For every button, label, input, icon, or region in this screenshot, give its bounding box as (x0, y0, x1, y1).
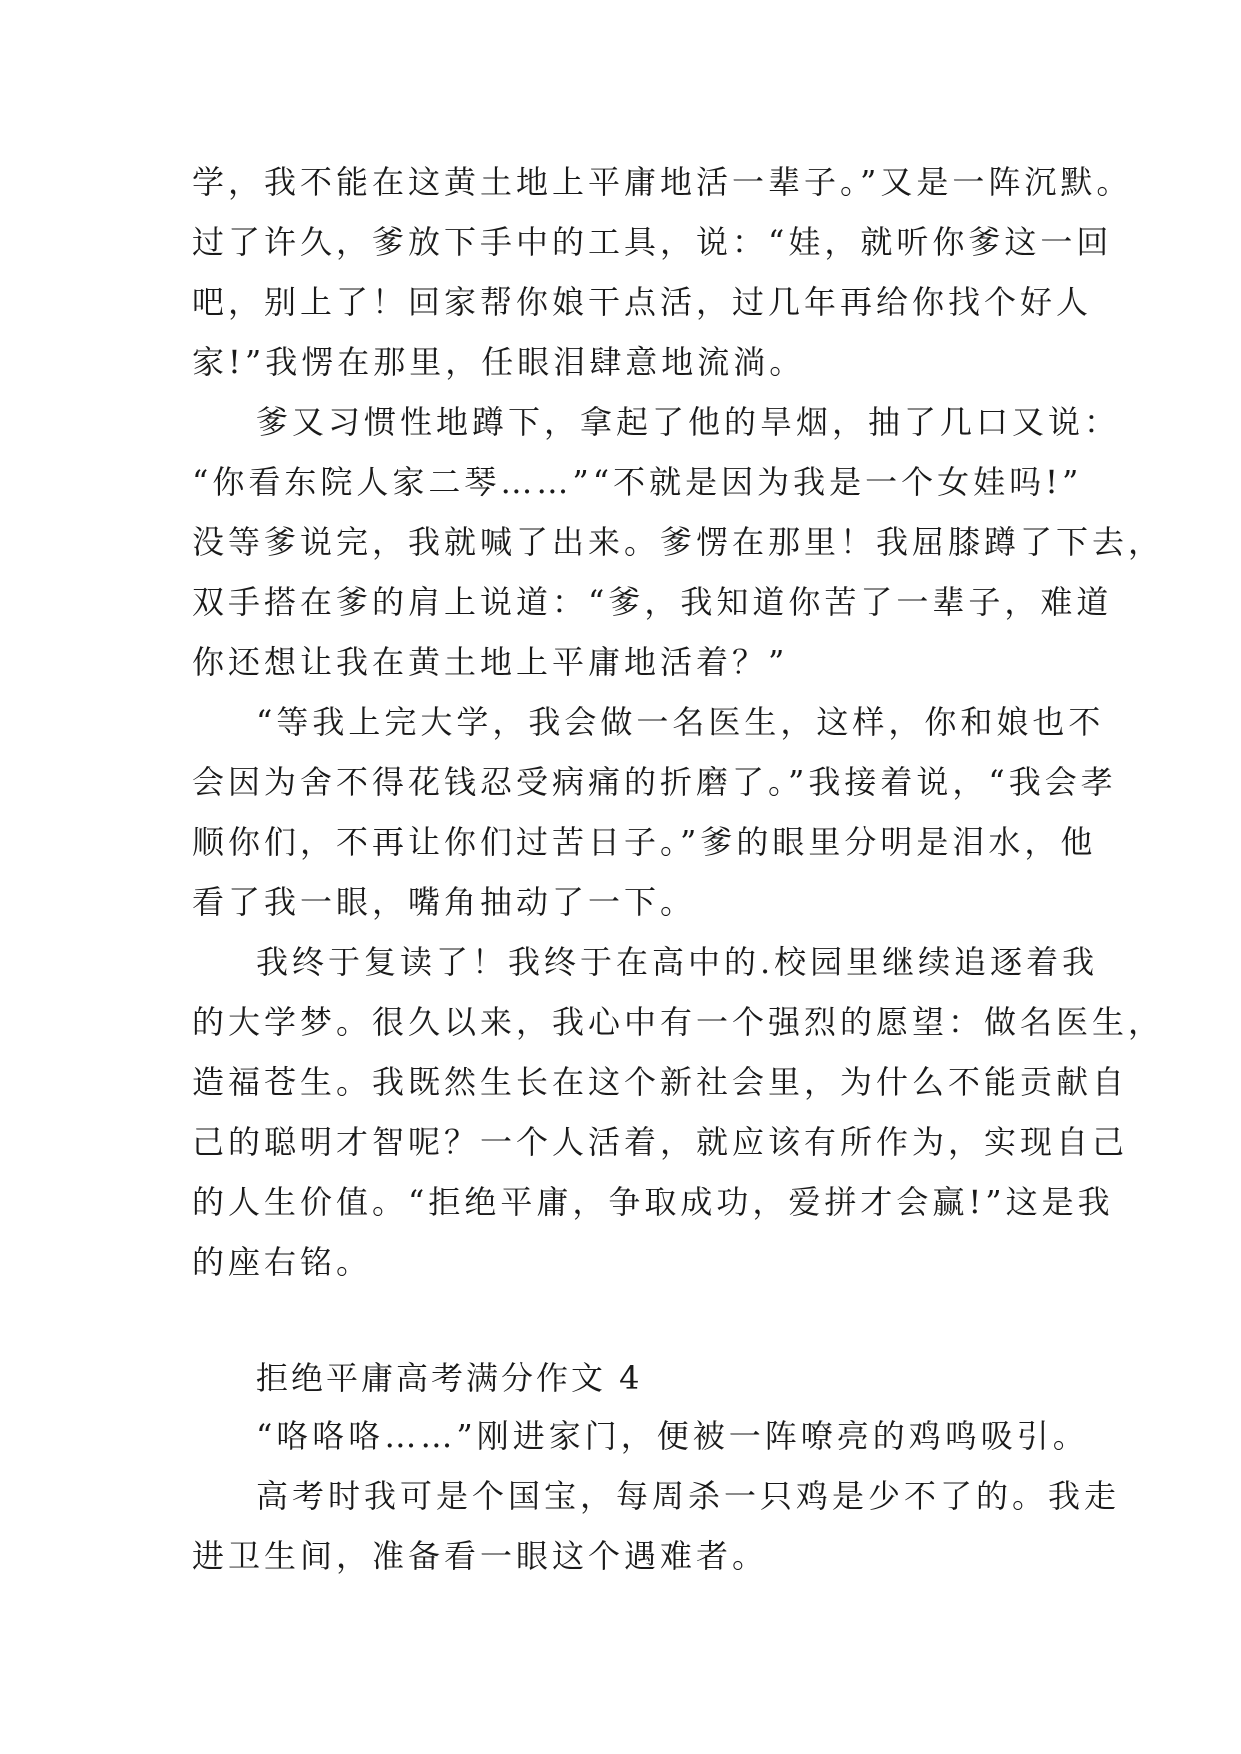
paragraph-line: 己的聪明才智呢？一个人活着，就应该有所作为，实现自己 (192, 1123, 1129, 1161)
paragraph-line: 家!”我愣在那里，任眼泪肆意地流淌。 (192, 343, 806, 381)
paragraph-line: 的座右铭。 (192, 1243, 373, 1281)
paragraph-line: 进卫生间，准备看一眼这个遇难者。 (192, 1537, 769, 1575)
paragraph-line: “等我上完大学，我会做一名医生，这样，你和娘也不 (256, 703, 1105, 741)
paragraph-line: 顺你们，不再让你们过苦日子。”爹的眼里分明是泪水，他 (192, 823, 1097, 861)
paragraph-line: 吧，别上了！回家帮你娘干点活，过几年再给你找个好人 (192, 283, 1093, 321)
paragraph-line: 过了许久，爹放下手中的工具，说：“娃，就听你爹这一回 (192, 223, 1113, 261)
paragraph-line: “你看东院人家二琴……”“不就是因为我是一个女娃吗!” (192, 463, 1083, 501)
paragraph-line: 爹又习惯性地蹲下，拿起了他的旱烟，抽了几口又说： (256, 403, 1121, 441)
paragraph-line: 看了我一眼，嘴角抽动了一下。 (192, 883, 697, 921)
paragraph-line: 的人生价值。“拒绝平庸，争取成功，爱拼才会赢!”这是我 (192, 1183, 1114, 1221)
paragraph-line: 会因为舍不得花钱忍受病痛的折磨了。”我接着说，“我会孝 (192, 763, 1117, 801)
paragraph-line: “咯咯咯……”刚进家门，便被一阵嘹亮的鸡鸣吸引。 (256, 1417, 1089, 1455)
section-heading: 拒绝平庸高考满分作文 4 (256, 1359, 643, 1397)
paragraph-line: 你还想让我在黄土地上平庸地活着？” (192, 643, 789, 681)
paragraph-line: 高考时我可是个国宝，每周杀一只鸡是少不了的。我走 (256, 1477, 1121, 1515)
paragraph-line: 的大学梦。很久以来，我心中有一个强烈的愿望：做名医生， (192, 1003, 1165, 1041)
paragraph-line: 没等爹说完，我就喊了出来。爹愣在那里！我屈膝蹲了下去， (192, 523, 1165, 561)
paragraph-line: 造福苍生。我既然生长在这个新社会里，为什么不能贡献自 (192, 1063, 1129, 1101)
paragraph-line: 双手搭在爹的肩上说道：“爹，我知道你苦了一辈子，难道 (192, 583, 1113, 621)
paragraph-line: 学，我不能在这黄土地上平庸地活一辈子。”又是一阵沉默。 (192, 163, 1133, 201)
paragraph-line: 我终于复读了！我终于在高中的.校园里继续追逐着我 (256, 943, 1099, 981)
